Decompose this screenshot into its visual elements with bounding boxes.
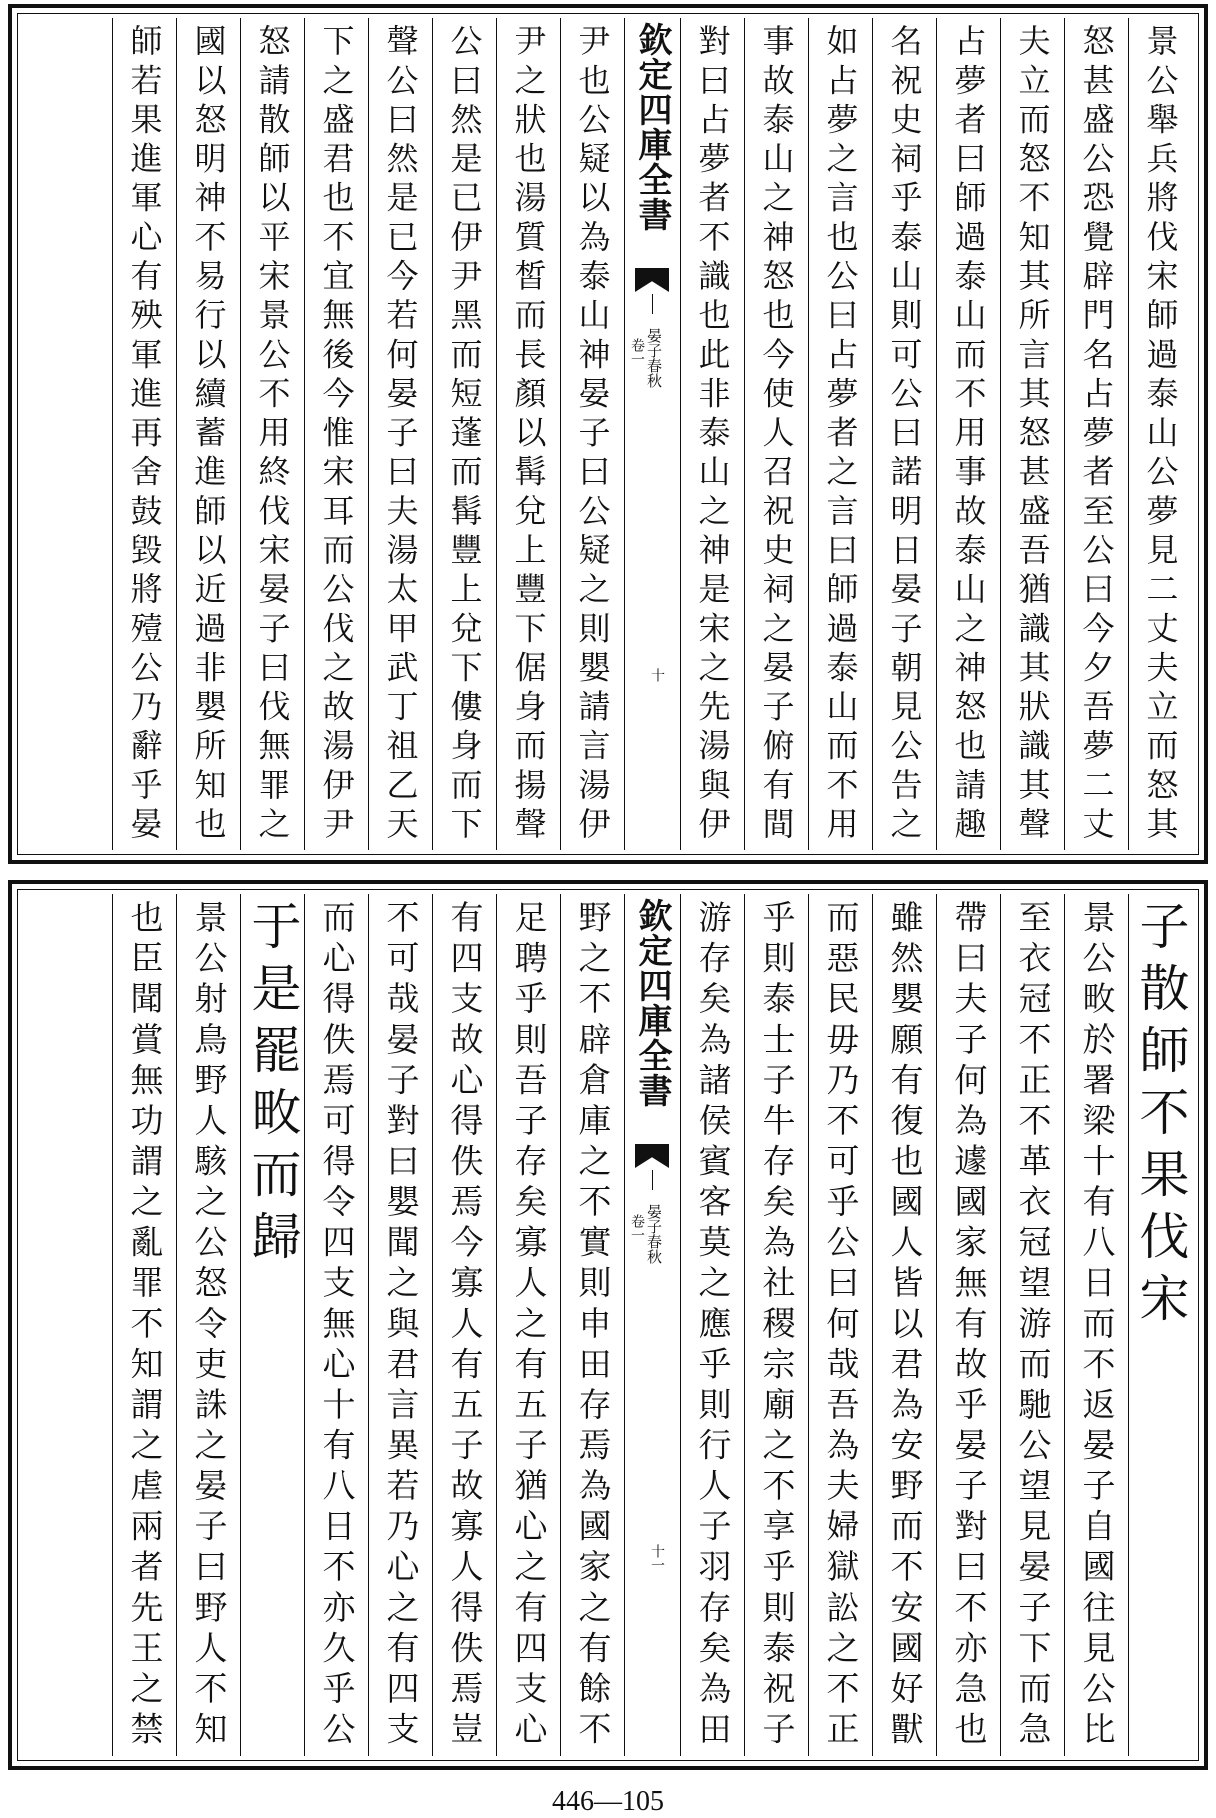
text-column — [744, 894, 808, 1756]
page-panel-bottom — [8, 880, 1208, 1770]
text-column — [432, 894, 496, 1756]
leaf-number: 十一 — [649, 1544, 665, 1572]
column-text: 對曰占夢者不識也此非泰山之神是宋之先湯與伊 — [693, 24, 732, 846]
column-text: 而心得佚焉可得令四支無心十有八日不亦久乎公 — [317, 900, 357, 1752]
column-text: 景公射鳥野人駭之公怒令吏誅之晏子曰野人不知 — [189, 900, 229, 1752]
text-columns — [24, 18, 1192, 850]
column-text: 而惡民毋乃不可乎公曰何哉吾為夫婦獄訟之不正 — [821, 900, 861, 1752]
text-column — [368, 18, 432, 850]
text-column — [1000, 894, 1064, 1756]
column-text: 野之不辟倉庫之不實則申田存焉為國家之有餘不 — [573, 900, 613, 1752]
text-column — [680, 18, 744, 850]
column-text: 有四支故心得佚焉今寡人有五子故寡人得佚焉豈 — [445, 900, 485, 1752]
column-text: 名祝史祠乎泰山則可公曰諾明日晏子朝見公告之 — [885, 24, 924, 846]
column-text: 怒請散師以平宋景公不用終伐宋晏子曰伐無罪之 — [253, 24, 292, 846]
column-text: 游存矣為諸侯賓客莫之應乎則行人子羽存矣為田 — [693, 900, 733, 1752]
text-column — [496, 18, 560, 850]
leaf-number: 十 — [649, 668, 665, 682]
text-column — [808, 894, 872, 1756]
text-column — [112, 18, 176, 850]
book-title: 晏子春秋 — [645, 1204, 663, 1264]
text-column — [304, 18, 368, 850]
text-column — [496, 894, 560, 1756]
text-columns — [24, 894, 1192, 1756]
column-text: 至衣冠不正不革衣冠望游而馳公望見晏子下而急 — [1013, 900, 1053, 1752]
column-text: 子散師不果伐宋 — [1131, 900, 1190, 1334]
text-column — [936, 894, 1000, 1756]
column-text: 聲公曰然是已今若何晏子曰夫湯太甲武丁祖乙天 — [381, 24, 420, 846]
column-text: 國以怒明神不易行以續蓄進師以近過非嬰所知也 — [189, 24, 228, 846]
text-column — [872, 894, 936, 1756]
fishtail-mark-icon — [635, 268, 669, 292]
column-text: 雖然嬰願有復也國人皆以君為安野而不安國好獸 — [885, 900, 925, 1752]
text-column — [744, 18, 808, 850]
text-column — [560, 18, 624, 850]
column-text: 尹之狀也湯質皙而長顏以髯兌上豐下倨身而揚聲 — [509, 24, 548, 846]
column-text: 公曰然是已伊尹黑而短蓬而髯豐上兌下僂身而下 — [445, 24, 484, 846]
column-text: 事故泰山之神怒也今使人召祝史祠之晏子俯有間 — [757, 24, 796, 846]
column-text: 乎則泰士子牛存矣為社稷宗廟之不享乎則泰祝子 — [757, 900, 797, 1752]
column-text: 怒甚盛公恐覺辟門名占夢者至公曰今夕吾夢二丈 — [1077, 24, 1116, 846]
volume-label: 卷一 — [629, 1214, 645, 1242]
text-column — [112, 894, 176, 1756]
column-text: 夫立而怒不知其所言其怒甚盛吾猶識其狀識其聲 — [1013, 24, 1052, 846]
column-text: 師若果進軍心有殃軍進再舍鼓毀將殪公乃辭乎晏 — [125, 24, 164, 846]
text-column — [432, 18, 496, 850]
column-text: 不可哉晏子對曰嬰聞之與君言異若乃心之有四支 — [381, 900, 421, 1752]
text-column — [1064, 18, 1128, 850]
book-title: 晏子春秋 — [645, 328, 663, 388]
text-column — [1064, 894, 1128, 1756]
text-column — [1000, 18, 1064, 850]
center-fold — [624, 894, 680, 1756]
page-number: 446—105 — [552, 1786, 664, 1817]
column-text: 帶曰夫子何為遽國家無有故乎晏子對曰不亦急也 — [949, 900, 989, 1752]
fold-line — [652, 294, 653, 314]
column-text: 足聘乎則吾子存矣寡人之有五子猶心之有四支心 — [509, 900, 549, 1752]
text-column — [176, 894, 240, 1756]
column-text: 如占夢之言也公曰占夢者之言曰師過泰山而不用 — [821, 24, 860, 846]
collection-title: 欽定四庫全書 — [632, 898, 672, 1108]
text-column — [1128, 894, 1192, 1756]
column-text: 于是罷畋而歸 — [243, 900, 302, 1272]
fold-line — [652, 1170, 653, 1190]
text-column — [240, 894, 304, 1756]
column-text: 景公舉兵將伐宋師過泰山公夢見二丈夫立而怒其 — [1141, 24, 1180, 846]
center-fold — [624, 18, 680, 850]
text-column — [680, 894, 744, 1756]
volume-label: 卷一 — [629, 338, 645, 366]
text-column — [368, 894, 432, 1756]
page-panel-top — [8, 4, 1208, 864]
text-column — [304, 894, 368, 1756]
column-text: 下之盛君也不宜無後今惟宋耳而公伐之故湯伊尹 — [317, 24, 356, 846]
column-text: 景公畋於署梁十有八日而不返晏子自國往見公比 — [1077, 900, 1117, 1752]
collection-title: 欽定四庫全書 — [632, 22, 672, 232]
text-column — [176, 18, 240, 850]
text-column — [808, 18, 872, 850]
text-column — [936, 18, 1000, 850]
column-text: 占夢者曰師過泰山而不用事故泰山之神怒也請趣 — [949, 24, 988, 846]
text-column — [560, 894, 624, 1756]
fishtail-mark-icon — [635, 1144, 669, 1168]
text-column — [872, 18, 936, 850]
text-column — [240, 18, 304, 850]
text-column — [1128, 18, 1192, 850]
column-text: 也臣聞賞無功謂之亂罪不知謂之虐兩者先王之禁 — [125, 900, 165, 1752]
column-text: 尹也公疑以為泰山神晏子曰公疑之則嬰請言湯伊 — [573, 24, 612, 846]
